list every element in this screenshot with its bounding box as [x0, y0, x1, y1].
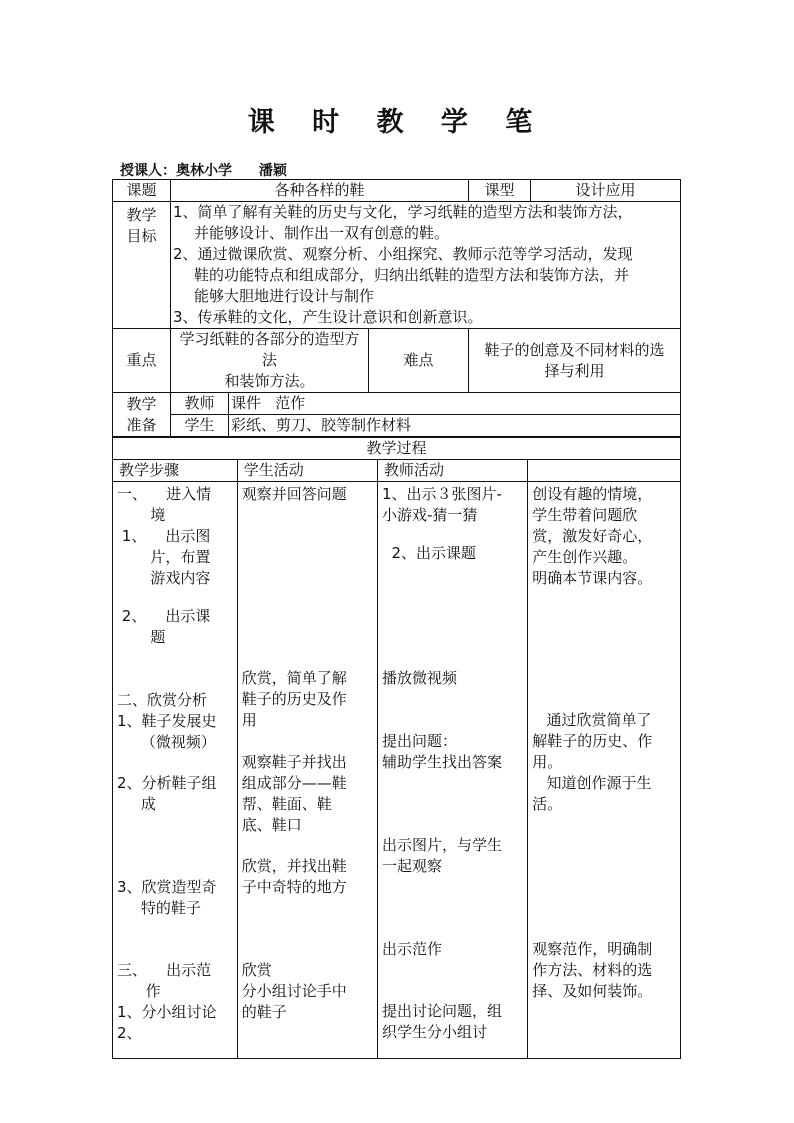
process-content-row	[113, 482, 680, 1059]
lesson-table	[112, 179, 681, 1059]
col-intent	[528, 460, 680, 482]
teacher-activity-6: 出示范作	[381, 940, 442, 958]
goals-label: 教学 目标	[113, 202, 171, 329]
step-2: 2、 出示课 题	[121, 607, 211, 646]
prep-teacher-items: 课件 范作	[229, 393, 681, 415]
key-label: 重点	[113, 329, 171, 393]
author-line	[120, 160, 309, 180]
steps-column	[113, 482, 237, 1058]
intent-1: 创设有趣的情境， 学生带着问题欣 赏，激发好奇心， 产生创作兴趣。 明确本节课内容。	[532, 485, 653, 587]
teacher-activity-7: 提出讨论问题，组 织学生分小组讨	[381, 1002, 502, 1041]
student-activity-5: 欣赏 分小组讨论手中 的鞋子	[241, 961, 347, 1021]
intent-3: 观察范作，明确制 作方法、材料的选 择、及如何装饰。	[532, 940, 653, 1000]
goal-2c: 能够大胆地进行设计与制作	[194, 287, 375, 305]
prep-label: 教学 准备	[113, 393, 171, 438]
step-1: 一、 进入情 境 1、 出示图 片，布置 游戏内容	[117, 485, 212, 587]
intent-2: 通过欣赏简单了 解鞋子的历史、作 用。 知道创作源于生 活。	[532, 711, 653, 813]
prep-student-row	[113, 415, 681, 438]
topic-value: 各种各样的鞋	[171, 180, 469, 202]
teacher-activity-4: 提出问题： 辅助学生找出答案	[381, 732, 502, 771]
key-content: 学习纸鞋的各部分的造型方法 和装饰方法。	[171, 329, 369, 393]
prep-student-items: 彩纸、剪刀、胶等制作材料	[229, 415, 681, 438]
type-label: 课型	[469, 180, 531, 202]
author-label: 授课人：奥林小学	[120, 163, 232, 179]
process-table	[113, 460, 680, 1058]
step-5: 3、欣赏造型奇 特的鞋子	[117, 878, 217, 917]
teacher-column	[378, 482, 527, 1058]
col-student: 学生活动	[237, 460, 377, 482]
document-title: 课 时 教 学 笔	[247, 107, 547, 138]
prep-student-label: 学生	[171, 415, 229, 438]
process-title-row	[113, 437, 681, 460]
topic-label: 课题	[113, 180, 171, 202]
hard-label: 难点	[369, 329, 469, 393]
student-activity-2: 欣赏，简单了解 鞋子的历史及作 用	[241, 669, 347, 729]
prep-teacher-row	[113, 393, 681, 415]
topic-row	[113, 180, 681, 202]
col-teacher: 教师活动	[377, 460, 527, 482]
process-body-row	[113, 460, 681, 1059]
teacher-activity-2: 2、出示课题	[381, 544, 477, 562]
focus-row	[113, 329, 681, 393]
goals-row	[113, 202, 681, 329]
teacher-name: 潘颖	[258, 163, 287, 179]
step-6: 三、 出示范 作 1、分小组讨论 2、	[117, 961, 217, 1042]
teacher-activity-5: 出示图片，与学生 一起观察	[381, 836, 502, 875]
step-4: 2、分析鞋子组 成	[117, 774, 217, 813]
teacher-activity-3: 播放微视频	[381, 669, 457, 687]
type-value: 设计应用	[531, 180, 681, 202]
prep-teacher-label: 教师	[171, 393, 229, 415]
goal-3: 3、传承鞋的文化，产生设计意识和创新意识。	[173, 308, 483, 326]
student-activity-4: 欣赏，并找出鞋 子中奇特的地方	[241, 857, 347, 896]
goal-2b: 鞋的功能特点和组成部分，归纳出纸鞋的造型方法和装饰方法，并	[194, 266, 630, 284]
goal-1: 1、简单了解有关鞋的历史与文化，学习纸鞋的造型方法和装饰方法，	[173, 203, 633, 221]
teacher-activity-1: 1、出示３张图片- 小游戏-猜一猜	[381, 485, 502, 524]
goal-2: 2、通过微课欣赏、观察分析、小组探究、教师示范等学习活动，发现	[173, 245, 633, 263]
goals-content	[171, 202, 681, 329]
hard-content: 鞋子的创意及不同材料的选 择与利用	[469, 329, 681, 393]
process-header-row	[113, 460, 680, 482]
step-3: 二、欣赏分析 1、鞋子发展史 （微视频）	[117, 691, 217, 751]
student-activity-1: 观察并回答问题	[241, 485, 347, 503]
process-title: 教学过程	[113, 437, 681, 460]
col-steps: 教学步骤	[113, 460, 237, 482]
intent-column	[528, 482, 680, 1058]
student-activity-3: 观察鞋子并找出 组成部分——鞋 帮、鞋面、鞋 底、鞋口	[241, 753, 347, 834]
student-column	[238, 482, 377, 1058]
goal-1b: 并能够设计、制作出一双有创意的鞋。	[194, 224, 450, 242]
